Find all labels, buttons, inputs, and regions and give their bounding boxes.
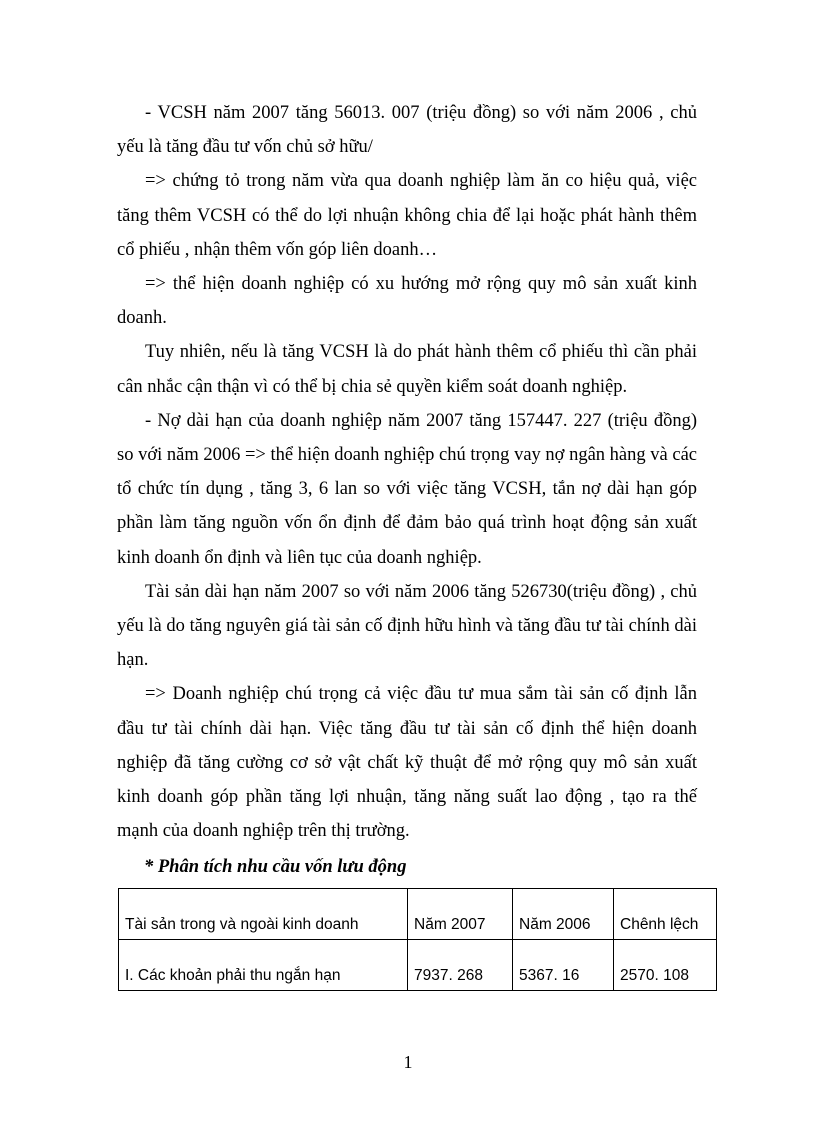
- section-heading: * Phân tích nhu cầu vốn lưu động: [144, 857, 407, 877]
- paragraph-efficiency-conclusion: => chứng tỏ trong năm vừa qua doanh nghiệp làm ăn co hiệu quả, việc tăng thêm VCSH có thể do lợi nhuận không chia để lại hoặc phát hành thêm cổ phiếu , nhận thêm vốn góp liên doanh…: [117, 171, 697, 260]
- table-cell: 7937. 268: [408, 940, 513, 991]
- table-header-cell: Năm 2006: [513, 889, 614, 940]
- paragraph-share-issue-caution: Tuy nhiên, nếu là tăng VCSH là do phát hành thêm cổ phiếu thì cần phải cân nhắc cận thận vì có thể bị chia sẻ quyền kiểm soát doanh nghiệp.: [117, 342, 697, 397]
- paragraph-expansion-trend: => thể hiện doanh nghiệp có xu hướng mở rộng quy mô sản xuất kinh doanh.: [117, 274, 697, 329]
- table-header-cell: Năm 2007: [408, 889, 513, 940]
- paragraph-investment-conclusion: => Doanh nghiệp chú trọng cả việc đầu tư mua sắm tài sản cố định lẫn đầu tư tài chính dài hạn. Việc tăng đầu tư tài sản cố định thể hiện doanh nghiệp đã tăng cường cơ sở vật chất kỹ thuật để mở rộng quy mô sản xuất kinh doanh góp phần tăng lợi nhuận, tăng năng suất lao động , tạo ra thế mạnh của doanh nghiệp trên thị trường.: [117, 684, 697, 842]
- page-number: 1: [403, 1052, 413, 1072]
- paragraph-vcsh-increase: - VCSH năm 2007 tăng 56013. 007 (triệu đồng) so với năm 2006 , chủ yếu là tăng đầu tư vốn chủ sở hữu/: [117, 103, 697, 158]
- working-capital-table: [118, 888, 717, 991]
- table-cell: 2570. 108: [614, 940, 717, 991]
- table-header-row: [119, 889, 717, 940]
- table-header-cell: Chênh lệch: [614, 889, 717, 940]
- body-text: [117, 96, 697, 848]
- paragraph-long-term-assets: Tài sản dài hạn năm 2007 so với năm 2006 tăng 526730(triệu đồng) , chủ yếu là do tăng nguyên giá tài sản cố định hữu hình và tăng đầu tư tài chính dài hạn.: [117, 581, 697, 671]
- table-row: [119, 940, 717, 991]
- paragraph-long-term-debt: - Nợ dài hạn của doanh nghiệp năm 2007 tăng 157447. 227 (triệu đồng) so với năm 2006 => thể hiện doanh nghiệp chú trọng vay nợ ngân hàng và các tổ chức tín dụng , tăng 3, 6 lan so với việc tăng VCSH, tắn nợ dài hạn góp phần làm tăng nguồn vốn ổn định để đảm bảo quá trình hoạt động sản xuất kinh doanh ổn định và liên tục của doanh nghiệp.: [117, 410, 697, 568]
- table-header-cell: Tài sản trong và ngoài kinh doanh: [119, 889, 408, 940]
- table-cell: I. Các khoản phải thu ngắn hạn: [119, 940, 408, 991]
- table-cell: 5367. 16: [513, 940, 614, 991]
